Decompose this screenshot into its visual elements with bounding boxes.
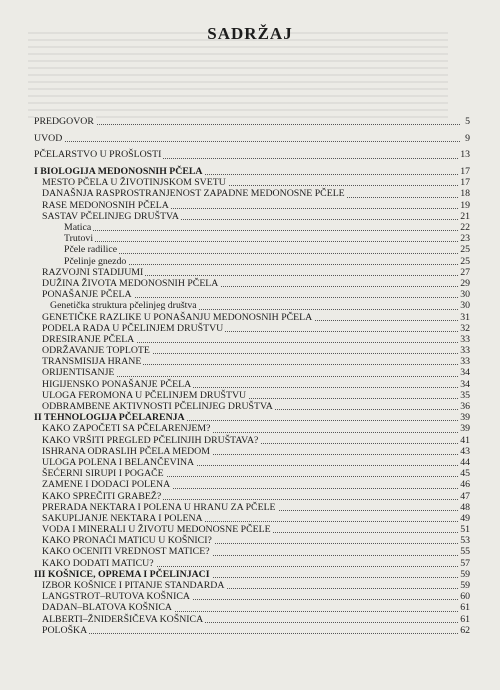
toc-entry (34, 591, 470, 602)
toc-page-number: 22 (460, 222, 470, 233)
toc-page-number: 25 (460, 255, 470, 267)
toc-page-number: 43 (460, 445, 470, 457)
toc-entry (34, 278, 470, 289)
toc-entry (34, 312, 470, 323)
toc-entry-label: ŠEĆERNI SIRUPI I POGAČE (34, 468, 166, 479)
toc-page-number: 47 (460, 490, 470, 502)
toc-entry (34, 133, 470, 144)
toc-entry (34, 535, 470, 546)
toc-entry (34, 379, 470, 390)
toc-entry (34, 116, 470, 127)
toc-page-number: 23 (460, 233, 470, 245)
toc-entry (34, 222, 470, 233)
toc-entry-label: PRERADA NEKTARA I POLENA U HRANU ZA PČELE (34, 502, 278, 513)
toc-page-number: 33 (460, 345, 470, 357)
toc-entry (34, 323, 470, 334)
toc-entry (34, 289, 470, 300)
toc-entry-label: UVOD (34, 132, 63, 144)
toc-page-number: 25 (460, 244, 470, 256)
toc-entry-label: Pčele radilice (34, 244, 119, 255)
toc-leader-dots (34, 124, 460, 125)
toc-entry-label: KAKO OCENITI VREDNOST MATICE? (34, 546, 212, 557)
toc-entry (34, 524, 470, 535)
toc-entry-label: LANGSTROT–RUTOVA KOŠNICA (34, 591, 192, 602)
toc-entry-label: ULOGA FEROMONA U PČELINJEM DRUŠTVU (34, 390, 248, 401)
toc-entry (34, 244, 470, 255)
toc-page-number: 34 (460, 367, 470, 379)
toc-entry (34, 446, 470, 457)
toc-page-number: 41 (460, 434, 470, 446)
toc-entry-label: TRANSMISIJA HRANE (34, 356, 143, 367)
toc-entry-label: DANAŠNJA RASPROSTRANJENOST ZAPADNE MEDONOSNE PČELE (34, 188, 347, 199)
toc-page-number: 39 (460, 412, 470, 424)
toc-page-number: 30 (460, 300, 470, 312)
toc-page-number: 17 (460, 177, 470, 189)
toc-entry-label: Trutovi (34, 233, 95, 244)
toc-page-number: 35 (460, 389, 470, 401)
toc-entry-label: RAZVOJNI STADIJUMI (34, 267, 145, 278)
toc-entry-label: KAKO DODATI MATICU? (34, 558, 156, 569)
toc-entry (34, 614, 470, 625)
toc-entry-label: HIGIJENSKO PONAŠANJE PČELA (34, 379, 193, 390)
toc-leader-dots (34, 241, 460, 242)
toc-entry-label: KAKO ZAPOČETI SA PČELARENJEM? (34, 423, 212, 434)
toc-entry-label: KAKO SPREČITI GRABEŽ? (34, 491, 163, 502)
toc-entry-label: MESTO PČELA U ŽIVOTINJSKOM SVETU (34, 177, 228, 188)
toc-part-heading (34, 412, 470, 423)
toc-entry (34, 491, 470, 502)
toc-page-number: 33 (460, 356, 470, 368)
toc-page-number: 61 (460, 602, 470, 614)
toc-entry (34, 211, 470, 222)
toc-entry (34, 513, 470, 524)
toc-page-number: 18 (460, 188, 470, 200)
toc-leader-dots (34, 141, 460, 142)
table-of-contents (34, 116, 470, 636)
toc-entry-label: DUŽINA ŽIVOTA MEDONOSNIH PČELA (34, 278, 220, 289)
toc-entry (34, 233, 470, 244)
toc-page-number: 60 (460, 591, 470, 603)
toc-entry (34, 300, 470, 311)
toc-part-heading (34, 569, 470, 580)
toc-entry-label: PČELARSTVO U PROŠLOSTI (34, 149, 162, 161)
toc-page-number: 53 (460, 535, 470, 547)
toc-entry-label: II TEHNOLOGIJA PČELARENJA (34, 412, 185, 424)
toc-page-number: 49 (460, 512, 470, 524)
toc-entry (34, 546, 470, 557)
toc-entry (34, 435, 470, 446)
toc-entry-label: I BIOLOGIJA MEDONOSNIH PČELA (34, 166, 203, 178)
toc-page-number: 48 (460, 501, 470, 513)
toc-page-number: 21 (460, 210, 470, 222)
toc-page-number: 45 (460, 468, 470, 480)
toc-entry (34, 356, 470, 367)
toc-page-number: 57 (460, 557, 470, 569)
toc-page-number: 32 (460, 322, 470, 334)
toc-leader-dots (34, 633, 460, 634)
toc-entry-label: Pčelinje gnezdo (34, 256, 128, 267)
toc-entry (34, 177, 470, 188)
toc-entry-label: PONAŠANJE PČELA (34, 289, 134, 300)
toc-page-number: 27 (460, 266, 470, 278)
toc-entry-label: PREDGOVOR (34, 116, 94, 127)
toc-entry (34, 367, 470, 378)
toc-entry (34, 502, 470, 513)
toc-entry-label: KAKO VRŠITI PREGLED PČELINJIH DRUŠTAVA? (34, 435, 260, 446)
toc-entry (34, 345, 470, 356)
toc-entry (34, 401, 470, 412)
toc-page-number: 46 (460, 479, 470, 491)
toc-entry-label: Genetička struktura pčelinjeg društva (34, 300, 199, 311)
toc-entry (34, 468, 470, 479)
toc-entry (34, 479, 470, 490)
toc-leader-dots (34, 230, 460, 231)
toc-page-number: 29 (460, 277, 470, 289)
toc-page-number: 31 (460, 311, 470, 323)
toc-entry-label: Matica (34, 222, 93, 233)
toc-entry-label: ODBRAMBENE AKTIVNOSTI PČELINJEG DRUŠTVA (34, 401, 275, 412)
toc-page-number: 51 (460, 524, 470, 536)
toc-entry-label: VODA I MINERALI U ŽIVOTU MEDONOSNE PČELE (34, 524, 273, 535)
toc-entry-label: GENETIČKE RAZLIKE U PONAŠANJU MEDONOSNIH PČELA (34, 312, 314, 323)
toc-page-number: 36 (460, 401, 470, 412)
toc-entry (34, 188, 470, 199)
toc-entry (34, 602, 470, 613)
toc-entry-label: ISHRANA ODRASLIH PČELA MEDOM (34, 446, 212, 457)
toc-page-number: 39 (460, 423, 470, 435)
toc-page-number: 5 (465, 116, 470, 127)
toc-entry (34, 334, 470, 345)
toc-entry-label: RASE MEDONOSNIH PČELA (34, 200, 171, 211)
toc-page-number: 44 (460, 456, 470, 468)
toc-page-number: 61 (460, 613, 470, 625)
toc-entry-label: KAKO PRONAĆI MATICU U KOŠNICI? (34, 535, 214, 546)
toc-page-number: 59 (460, 580, 470, 591)
toc-part-heading (34, 166, 470, 177)
toc-page-number: 33 (460, 333, 470, 345)
toc-entry (34, 580, 470, 591)
toc-entry (34, 558, 470, 569)
toc-entry-label: ZAMENE I DODACI POLENA (34, 479, 172, 490)
toc-entry-label: SAKUPLJANJE NEKTARA I POLENA (34, 513, 205, 524)
bleed-through-text (28, 32, 448, 122)
toc-page-number: 13 (460, 149, 470, 161)
toc-entry (34, 200, 470, 211)
toc-entry-label: ULOGA POLENA I BELANČEVINA (34, 457, 196, 468)
toc-entry-label: ORIJENTISANJE (34, 367, 116, 378)
toc-entry-label: ALBERTI–ŽNIDERŠIČEVA KOŠNICA (34, 614, 205, 625)
toc-page-number: 62 (460, 624, 470, 636)
toc-page-number: 17 (460, 166, 470, 178)
toc-page-number: 34 (460, 378, 470, 390)
toc-page-number: 55 (460, 546, 470, 558)
toc-page-number: 9 (465, 132, 470, 144)
toc-entry (34, 267, 470, 278)
toc-entry (34, 390, 470, 401)
toc-entry (34, 423, 470, 434)
toc-entry-label: PODELA RADA U PČELINJEM DRUŠTVU (34, 323, 225, 334)
toc-entry (34, 457, 470, 468)
toc-entry (34, 625, 470, 636)
toc-entry-label: SASTAV PČELINJEG DRUŠTVA (34, 211, 181, 222)
toc-entry-label: IZBOR KOŠNICE I PITANJE STANDARDA (34, 580, 226, 591)
toc-page-number: 30 (460, 289, 470, 301)
toc-entry-label: DRESIRANJE PČELA (34, 334, 136, 345)
toc-entry-label: III KOŠNICE, OPREMA I PČELINJACI (34, 568, 210, 580)
toc-entry (34, 149, 470, 160)
toc-entry-label: POLOŠKA (34, 625, 89, 636)
toc-entry-label: ODRŽAVANJE TOPLOTE (34, 345, 152, 356)
toc-entry (34, 256, 470, 267)
page-title: SADRŽAJ (207, 24, 293, 43)
toc-page-number: 19 (460, 199, 470, 211)
toc-page-number: 59 (460, 568, 470, 580)
toc-entry-label: DADAN–BLATOVA KOŠNICA (34, 602, 174, 613)
